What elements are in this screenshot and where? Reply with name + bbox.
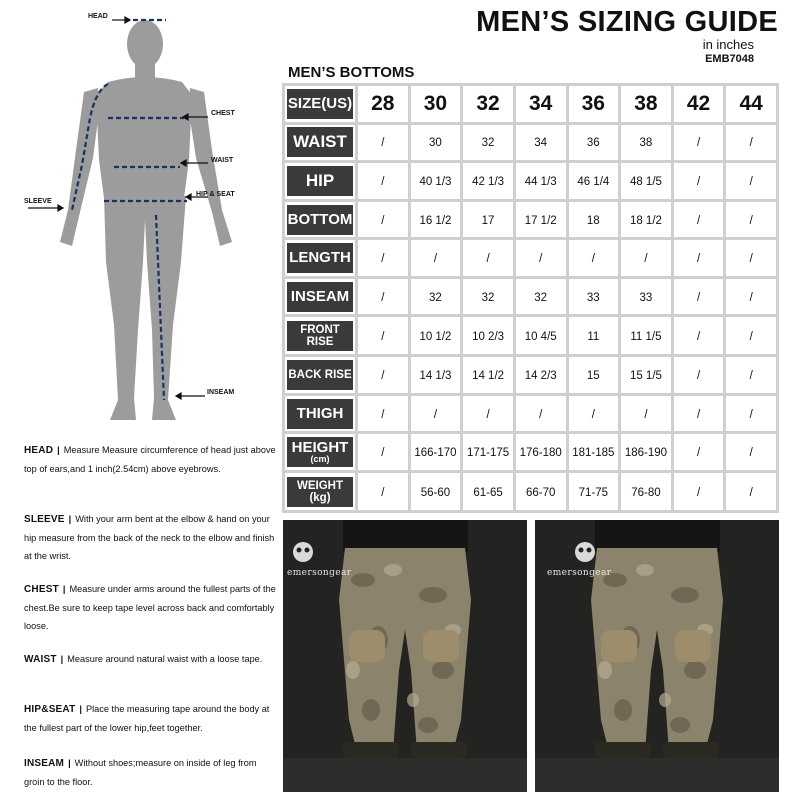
table-cell	[358, 202, 408, 238]
size-value: 42	[686, 91, 711, 115]
pants-photo-illustration	[283, 520, 527, 792]
cell-value: 42 1/3	[472, 175, 505, 188]
size-cell	[569, 86, 619, 122]
inseam-label: INSEAM	[207, 389, 235, 396]
cell-value: /	[433, 408, 438, 421]
table-cell	[569, 202, 619, 238]
row-label-cell	[285, 434, 355, 470]
table-cell	[411, 202, 461, 238]
row-label: BACK RISE	[287, 360, 353, 390]
desc-text: Measure around natural waist with a loose tape.	[67, 654, 263, 664]
cell-value: 18 1/2	[629, 214, 662, 227]
table-cell	[726, 202, 776, 238]
table-cell	[411, 163, 461, 199]
product-photo	[535, 520, 779, 792]
cell-value: /	[591, 253, 595, 266]
desc-sleeve: SLEEVE | With your arm bent at the elbow & hand on your hip measure from the back of the neck to the elbow and finish at the wrist.	[24, 514, 275, 561]
table-cell	[569, 357, 619, 393]
cell-value: 14 1/2	[472, 370, 505, 383]
cell-value: /	[749, 370, 753, 383]
cell-value: /	[644, 408, 648, 421]
table-cell	[569, 125, 619, 161]
cell-value: /	[696, 330, 701, 343]
size-cell	[621, 86, 671, 122]
row-label-cell	[285, 202, 355, 238]
table-cell	[674, 396, 724, 432]
table-cell	[358, 279, 408, 315]
table-cell	[463, 279, 513, 315]
cell-value: /	[749, 214, 753, 227]
table-cell	[726, 357, 776, 393]
table-cell	[411, 317, 461, 354]
cell-value: /	[381, 370, 385, 383]
table-cell	[621, 396, 671, 432]
cell-value: /	[749, 408, 753, 421]
cell-value: 11	[587, 330, 600, 343]
product-photo	[283, 520, 527, 792]
table-cell	[358, 317, 408, 354]
cell-value: 166-170	[414, 447, 457, 460]
cell-value: /	[749, 447, 753, 460]
cell-value: 15	[586, 370, 600, 383]
cell-value: /	[381, 408, 385, 421]
table-cell	[726, 473, 776, 510]
cell-value: /	[749, 253, 753, 266]
table-cell	[516, 357, 566, 393]
table-cell	[411, 240, 461, 276]
cell-value: 14 2/3	[524, 370, 557, 383]
cell-value: 16 1/2	[419, 214, 452, 227]
row-label-cell	[285, 125, 355, 161]
table-cell	[516, 279, 566, 315]
cell-value: 14 1/3	[419, 370, 452, 383]
cell-value: 18	[586, 214, 600, 227]
size-value: 32	[476, 91, 500, 115]
row-label: THIGH	[287, 399, 353, 429]
chest-label: CHEST	[211, 110, 235, 117]
cell-value: 30	[429, 137, 442, 150]
row-label-cell	[285, 357, 355, 393]
table-cell	[726, 125, 776, 161]
desc-waist: WAIST | Measure around natural waist with a loose tape.	[24, 654, 263, 665]
table-cell	[463, 396, 513, 432]
row-label-cell	[285, 163, 355, 199]
row-label-cell	[285, 317, 355, 354]
cell-value: 71-75	[578, 486, 609, 499]
table-cell	[621, 202, 671, 238]
head-label: HEAD	[88, 13, 108, 20]
cell-value: /	[381, 175, 385, 188]
cell-value: /	[696, 486, 701, 499]
table-cell	[726, 240, 776, 276]
cell-value: /	[749, 486, 753, 499]
size-header-row	[285, 86, 776, 122]
desc-title: HIP&SEAT	[24, 704, 76, 715]
sleeve-label: SLEEVE	[24, 198, 52, 205]
pants-photo-illustration	[535, 520, 779, 792]
size-value: 28	[371, 91, 395, 115]
size-label: SIZE(US)	[287, 89, 353, 119]
table-cell	[674, 163, 724, 199]
cell-value: /	[696, 447, 701, 460]
section-title: MEN’S BOTTOMS	[288, 64, 415, 81]
size-cell	[463, 86, 513, 122]
desc-text: Place the measuring tape around the body at the fullest part of the lower hip,feet together.	[24, 704, 270, 733]
cell-value: /	[696, 291, 701, 304]
cell-value: /	[749, 291, 753, 304]
table-cell	[463, 473, 513, 510]
hip-seat-label: HIP & SEAT	[196, 191, 235, 198]
table-cell	[569, 279, 619, 315]
table-cell	[726, 434, 776, 470]
row-label-text: WEIGHT	[297, 479, 343, 492]
cell-value: 11 1/5	[630, 330, 662, 343]
table-cell	[674, 202, 724, 238]
product-code: EMB7048	[705, 53, 754, 65]
cell-value: 33	[639, 291, 653, 304]
cell-value: 44 1/3	[524, 175, 557, 188]
row-label	[287, 437, 353, 467]
table-cell	[463, 125, 513, 161]
cell-value: 10 2/3	[472, 330, 505, 343]
row-label-unit: (kg)	[309, 492, 331, 505]
row-label-cell	[285, 473, 355, 510]
size-cell	[411, 86, 461, 122]
cell-value: 181-185	[572, 447, 615, 460]
desc-title: HEAD	[24, 445, 54, 456]
cell-value: 176-180	[519, 447, 562, 460]
cell-value: 15 1/5	[629, 370, 662, 383]
units-subtitle: in inches	[702, 37, 754, 52]
cell-value: 56-60	[420, 486, 451, 499]
row-label-cell	[285, 396, 355, 432]
cell-value: 32	[481, 291, 495, 304]
table-cell	[358, 473, 408, 510]
size-table	[282, 83, 779, 513]
cell-value: 32	[481, 137, 495, 150]
cell-value: 61-65	[473, 486, 503, 499]
size-cell	[674, 86, 724, 122]
row-label-unit: (cm)	[310, 454, 330, 465]
table-cell	[516, 202, 566, 238]
table-cell	[516, 125, 566, 161]
desc-title: CHEST	[24, 584, 59, 595]
row-label: INSEAM	[287, 282, 353, 312]
row-label	[287, 477, 353, 507]
table-cell	[569, 240, 619, 276]
table-row-inseam	[285, 279, 776, 315]
table-cell	[726, 317, 776, 354]
desc-text: Without shoes;measure on inside of leg from groin to the floor.	[24, 758, 257, 787]
size-value: 34	[529, 91, 553, 115]
cell-value: 40 1/3	[419, 175, 452, 188]
table-cell	[411, 125, 461, 161]
cell-value: /	[433, 253, 438, 266]
cell-value: 38	[639, 137, 653, 150]
cell-value: /	[696, 214, 701, 227]
desc-title: WAIST	[24, 654, 57, 665]
cell-value: 36	[586, 137, 600, 150]
cell-value: /	[696, 175, 701, 188]
table-cell	[411, 434, 461, 470]
row-label: FRONT RISE	[287, 321, 353, 351]
table-cell	[674, 279, 724, 315]
row-label: BOTTOM	[287, 205, 353, 235]
cell-value: /	[644, 253, 648, 266]
cell-value: /	[539, 408, 543, 421]
cell-value: /	[539, 253, 543, 266]
cell-value: 32	[534, 291, 548, 304]
cell-value: /	[486, 253, 490, 266]
cell-value: /	[591, 408, 595, 421]
table-cell	[726, 279, 776, 315]
size-value: 30	[423, 91, 448, 115]
table-cell	[621, 125, 671, 161]
body-measurement-figure	[0, 0, 285, 440]
cell-value: /	[696, 408, 701, 421]
cell-value: /	[696, 370, 701, 383]
table-cell	[621, 279, 671, 315]
table-row-waist	[285, 125, 776, 161]
table-cell	[674, 473, 724, 510]
table-cell	[726, 396, 776, 432]
row-label-text: HEIGHT	[291, 438, 349, 456]
desc-text: Measure Measure circumference of head just above top of ears,and 1 inch(2.54cm) above eyebrows.	[24, 445, 276, 474]
size-cell	[726, 86, 776, 122]
desc-text: Measure under arms around the fullest parts of the chest.Be sure to keep tape level across back and comfortably loose.	[24, 584, 276, 631]
table-cell	[516, 240, 566, 276]
table-cell	[358, 163, 408, 199]
cell-value: /	[696, 137, 701, 150]
table-cell	[463, 434, 513, 470]
desc-title: INSEAM	[24, 758, 65, 769]
cell-value: 66-70	[525, 486, 556, 499]
cell-value: /	[381, 214, 385, 227]
row-label-cell	[285, 240, 355, 276]
brand-logo: emersongear	[287, 568, 352, 578]
cell-value: 171-175	[466, 447, 510, 460]
table-cell	[569, 163, 619, 199]
cell-value: 48 1/5	[629, 175, 662, 188]
table-cell	[463, 240, 513, 276]
table-cell	[516, 396, 566, 432]
desc-title: SLEEVE	[24, 514, 65, 525]
table-cell	[674, 434, 724, 470]
table-cell	[516, 317, 566, 354]
cell-value: 10 4/5	[524, 330, 557, 343]
table-cell	[463, 317, 513, 354]
table-cell	[569, 317, 619, 354]
cell-value: 76-80	[631, 486, 661, 499]
waist-label: WAIST	[211, 157, 234, 164]
desc-chest: CHEST | Measure under arms around the fullest parts of the chest.Be sure to keep tape level across back and comfortably loose.	[24, 584, 276, 631]
body-silhouette	[0, 0, 285, 440]
brand-logo: emersongear	[547, 568, 612, 578]
cell-value: /	[749, 330, 753, 343]
table-cell	[463, 163, 513, 199]
cell-value: /	[486, 408, 490, 421]
table-cell	[621, 473, 671, 510]
desc-text: With your arm bent at the elbow & hand on your hip measure from the back of the neck to the elbow and finish at the wrist.	[24, 514, 275, 561]
table-cell	[621, 240, 671, 276]
table-cell	[674, 357, 724, 393]
cell-value: 10 1/2	[419, 330, 452, 343]
table-row-front-rise	[285, 317, 776, 354]
page-title: MEN’S SIZING GUIDE	[476, 6, 778, 38]
table-cell	[621, 317, 671, 354]
table-cell	[569, 396, 619, 432]
table-cell	[516, 473, 566, 510]
table-cell	[621, 357, 671, 393]
cell-value: /	[749, 137, 753, 150]
table-cell	[674, 125, 724, 161]
table-cell	[358, 240, 408, 276]
table-row-weight	[285, 473, 776, 510]
table-cell	[358, 434, 408, 470]
desc-inseam: INSEAM | Without shoes;measure on inside of leg from groin to the floor.	[24, 758, 257, 787]
table-row-back-rise	[285, 357, 776, 393]
table-cell	[516, 163, 566, 199]
table-cell	[411, 279, 461, 315]
table-cell	[411, 396, 461, 432]
cell-value: 17 1/2	[524, 214, 557, 227]
row-label: HIP	[287, 166, 353, 196]
size-cell	[516, 86, 566, 122]
cell-value: /	[381, 486, 385, 499]
table-cell	[516, 434, 566, 470]
table-cell	[463, 357, 513, 393]
cell-value: /	[381, 330, 385, 343]
size-value: 38	[634, 91, 658, 115]
table-cell	[726, 163, 776, 199]
cell-value: 32	[429, 291, 442, 304]
table-row-bottom	[285, 202, 776, 238]
table-row-height	[285, 434, 776, 470]
table-cell	[411, 473, 461, 510]
cell-value: /	[381, 253, 385, 266]
desc-head: HEAD | Measure Measure circumference of head just above top of ears,and 1 inch(2.54cm) above eyebrows.	[24, 445, 276, 474]
cell-value: 186-190	[624, 447, 668, 460]
table-row-hip	[285, 163, 776, 199]
cell-value: /	[749, 175, 753, 188]
table-row-thigh	[285, 396, 776, 432]
table-row-length	[285, 240, 776, 276]
cell-value: 46 1/4	[577, 175, 610, 188]
row-label: LENGTH	[287, 243, 353, 273]
desc-hip-seat: HIP&SEAT | Place the measuring tape around the body at the fullest part of the lower hip,feet together.	[24, 704, 270, 733]
cell-value: 34	[534, 137, 548, 150]
table-cell	[358, 125, 408, 161]
size-value: 44	[739, 91, 763, 115]
size-value: 36	[581, 91, 605, 115]
table-cell	[621, 163, 671, 199]
cell-value: /	[696, 253, 701, 266]
table-cell	[411, 357, 461, 393]
row-label: WAIST	[287, 127, 353, 157]
row-label-cell	[285, 279, 355, 315]
table-cell	[569, 473, 619, 510]
cell-value: /	[381, 137, 385, 150]
table-cell	[358, 396, 408, 432]
table-cell	[621, 434, 671, 470]
cell-value: 17	[481, 214, 495, 227]
table-cell	[674, 317, 724, 354]
size-label-cell	[285, 86, 355, 122]
cell-value: /	[381, 291, 385, 304]
table-cell	[358, 357, 408, 393]
table-cell	[674, 240, 724, 276]
cell-value: /	[381, 447, 385, 460]
table-cell	[569, 434, 619, 470]
table-cell	[463, 202, 513, 238]
cell-value: 33	[586, 291, 600, 304]
size-cell	[358, 86, 408, 122]
